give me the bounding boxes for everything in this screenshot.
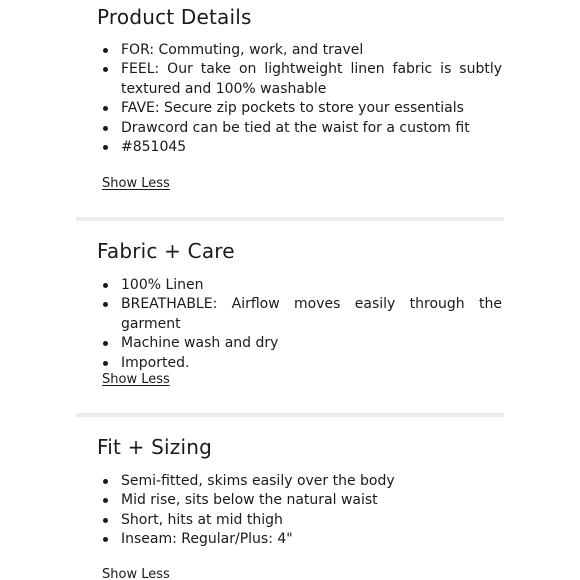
section-title[interactable]: Product Details <box>97 5 252 29</box>
list-item <box>97 530 502 549</box>
list-item-text: #851045 <box>121 139 187 156</box>
list-item-text: Mid rise, sits below the natural waist <box>121 492 378 509</box>
section-title[interactable]: Fabric + Care <box>97 239 235 263</box>
list-item-text: Semi-fitted, skims easily over the body <box>121 473 395 489</box>
list-item-text: 100% Linen <box>121 277 204 293</box>
list-item-text: Machine wash and dry <box>121 335 279 352</box>
show-less-link[interactable]: Show Less <box>102 567 170 580</box>
bullet-list <box>97 472 502 550</box>
list-item-text: Short, hits at mid thigh <box>121 511 283 528</box>
list-item <box>97 472 502 491</box>
show-less-link[interactable]: Show Less <box>102 372 170 387</box>
list-item <box>97 511 502 530</box>
list-item-text: Imported. <box>121 354 190 371</box>
show-less-link[interactable]: Show Less <box>102 176 170 191</box>
list-item <box>97 491 502 510</box>
list-item-text: FOR: Commuting, work, and travel <box>121 42 364 58</box>
list-item-text: Drawcord can be tied at the waist for a custom fit <box>121 119 470 136</box>
list-item-text: FAVE: Secure zip pockets to store your essentials <box>121 100 464 117</box>
list-item-text: BREATHABLE: Airflow moves easily through the garment <box>121 296 502 332</box>
bullet-icon <box>103 537 108 542</box>
bullet-icon <box>103 518 108 523</box>
section-title[interactable]: Fit + Sizing <box>97 435 212 459</box>
fit-sizing-section <box>76 0 504 580</box>
list-item-text: Inseam: Regular/Plus: 4" <box>121 531 293 548</box>
bullet-icon <box>103 479 108 484</box>
bullet-icon <box>103 498 108 503</box>
list-item-text: FEEL: Our take on lightweight linen fabric is subtly textured and 100% washable <box>121 61 502 97</box>
